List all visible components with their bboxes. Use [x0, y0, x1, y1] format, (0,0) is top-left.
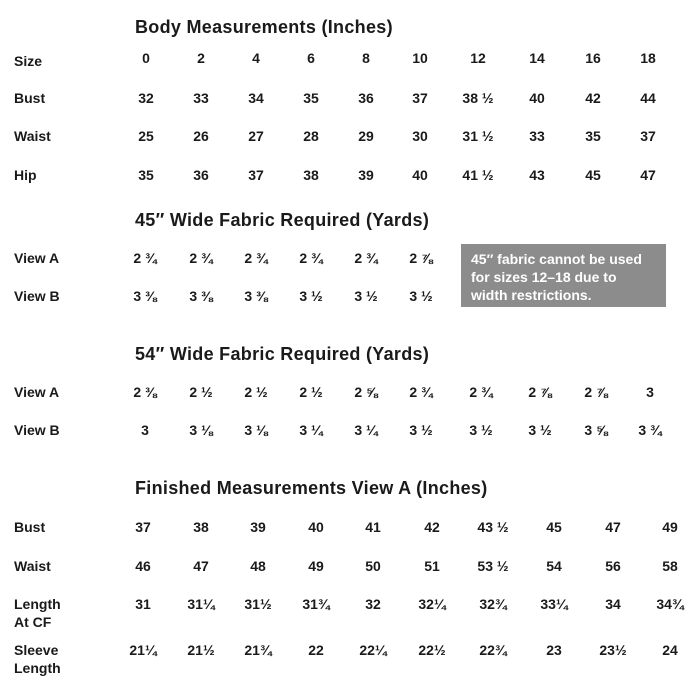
table-cell: 31¼	[187, 596, 215, 612]
width-restriction-note: 45″ fabric cannot be used for sizes 12–18 due to width restrictions.	[461, 244, 666, 307]
table-cell: 49	[662, 519, 678, 535]
table-cell: 22¾	[479, 642, 507, 658]
table-cell: 31	[135, 596, 151, 612]
table-cell: 49	[308, 558, 324, 574]
table-cell: 31½	[244, 596, 272, 612]
table-cell: 3 ⅜	[133, 288, 157, 304]
table-cell: 21½	[187, 642, 215, 658]
table-cell: 50	[365, 558, 381, 574]
table-cell: 21¼	[129, 642, 157, 658]
row-label-line: At CF	[14, 614, 52, 630]
table-cell: 35	[303, 90, 319, 106]
table-cell: 54	[546, 558, 562, 574]
table-cell: 22½	[418, 642, 446, 658]
table-cell: 36	[193, 167, 209, 183]
table-cell: 42	[424, 519, 440, 535]
table-cell: 3 ⅜	[244, 288, 268, 304]
table-cell: 2 ⅝	[354, 384, 378, 400]
table-cell: 38 ½	[462, 90, 494, 106]
table-cell: 16	[585, 50, 601, 66]
table-cell: 48	[250, 558, 266, 574]
table-cell: 3 ⅝	[584, 422, 608, 438]
table-cell: 41	[365, 519, 381, 535]
row-label-bust: Bust	[14, 519, 46, 535]
table-cell: 23½	[599, 642, 627, 658]
table-cell: 33	[193, 90, 209, 106]
table-cell: 2 ¾	[409, 384, 433, 400]
table-cell: 47	[640, 167, 656, 183]
table-cell: 41 ½	[462, 167, 494, 183]
table-cell: 2 ⅞	[409, 250, 433, 266]
table-cell: 26	[193, 128, 209, 144]
table-cell: 2 ¾	[299, 250, 323, 266]
table-cell: 3 ¾	[638, 422, 662, 438]
row-label-length-at-cf	[14, 595, 61, 631]
table-cell: 22¼	[359, 642, 387, 658]
table-cell: 42	[585, 90, 601, 106]
row-label-waist: Waist	[14, 558, 51, 574]
row-label-view-b: View B	[14, 288, 60, 304]
table-cell: 22	[308, 642, 324, 658]
row-label-line: Length	[14, 596, 61, 612]
table-cell: 43 ½	[477, 519, 509, 535]
table-cell: 3 ½	[528, 422, 552, 438]
table-cell: 2	[197, 50, 205, 66]
table-cell: 2 ½	[299, 384, 323, 400]
table-cell: 38	[193, 519, 209, 535]
row-label-waist: Waist	[14, 128, 51, 144]
table-cell: 3 ⅜	[189, 288, 213, 304]
table-cell: 37	[412, 90, 428, 106]
table-cell: 2 ⅜	[133, 384, 157, 400]
table-cell: 27	[248, 128, 264, 144]
finished-measurements-title: Finished Measurements View A (Inches)	[135, 478, 488, 498]
table-cell: 34	[605, 596, 621, 612]
table-cell: 2 ½	[189, 384, 213, 400]
table-cell: 3 ½	[469, 422, 493, 438]
table-cell: 31¾	[302, 596, 330, 612]
table-cell: 14	[529, 50, 545, 66]
table-cell: 0	[142, 50, 150, 66]
table-cell: 2 ¾	[133, 250, 157, 266]
table-cell: 3	[646, 384, 654, 400]
table-cell: 3 ½	[409, 422, 433, 438]
row-label-line: Sleeve	[14, 642, 59, 658]
table-cell: 32	[365, 596, 381, 612]
fabric-54-title: 54″ Wide Fabric Required (Yards)	[135, 344, 430, 364]
table-cell: 2 ½	[244, 384, 268, 400]
table-cell: 3 ¼	[299, 422, 323, 438]
table-cell: 2 ¾	[189, 250, 213, 266]
table-cell: 33	[529, 128, 545, 144]
table-cell: 39	[358, 167, 374, 183]
fabric-45-title: 45″ Wide Fabric Required (Yards)	[135, 210, 430, 230]
row-label-sleeve-length	[14, 641, 61, 677]
row-label-view-a: View A	[14, 250, 60, 266]
table-cell: 43	[529, 167, 545, 183]
table-cell: 3 ½	[354, 288, 378, 304]
table-cell: 30	[412, 128, 428, 144]
table-cell: 33¼	[540, 596, 568, 612]
row-label-size: Size	[14, 53, 43, 69]
table-cell: 28	[303, 128, 319, 144]
table-cell: 32¾	[479, 596, 507, 612]
table-cell: 23	[546, 642, 562, 658]
table-cell: 37	[248, 167, 264, 183]
table-cell: 36	[358, 90, 374, 106]
table-cell: 35	[138, 167, 154, 183]
table-cell: 2 ⅞	[584, 384, 608, 400]
table-cell: 51	[424, 558, 440, 574]
table-cell: 29	[358, 128, 374, 144]
table-cell: 56	[605, 558, 621, 574]
table-cell: 3 ½	[299, 288, 323, 304]
table-cell: 37	[135, 519, 151, 535]
table-cell: 3 ⅛	[244, 422, 268, 438]
table-cell: 3 ½	[409, 288, 433, 304]
table-cell: 21¾	[244, 642, 272, 658]
table-cell: 34	[248, 90, 264, 106]
table-cell: 25	[138, 128, 154, 144]
table-cell: 6	[307, 50, 315, 66]
table-cell: 31 ½	[462, 128, 494, 144]
table-cell: 8	[362, 50, 370, 66]
table-cell: 40	[308, 519, 324, 535]
table-cell: 38	[303, 167, 319, 183]
table-cell: 45	[546, 519, 562, 535]
table-cell: 18	[640, 50, 656, 66]
row-label-line: Length	[14, 660, 61, 676]
table-cell: 40	[412, 167, 428, 183]
table-cell: 2 ⅞	[528, 384, 552, 400]
table-cell: 2 ¾	[354, 250, 378, 266]
table-cell: 2 ¾	[469, 384, 493, 400]
table-cell: 2 ¾	[244, 250, 268, 266]
table-cell: 44	[640, 90, 656, 106]
row-label-bust: Bust	[14, 90, 46, 106]
table-cell: 32¼	[418, 596, 446, 612]
table-cell: 10	[412, 50, 428, 66]
table-cell: 35	[585, 128, 601, 144]
table-cell: 12	[470, 50, 486, 66]
table-cell: 3	[141, 422, 149, 438]
body-measurements-title: Body Measurements (Inches)	[135, 17, 393, 37]
table-cell: 47	[193, 558, 209, 574]
row-label-hip: Hip	[14, 167, 37, 183]
table-cell: 40	[529, 90, 545, 106]
table-cell: 46	[135, 558, 151, 574]
table-cell: 34¾	[656, 596, 684, 612]
table-cell: 32	[138, 90, 154, 106]
table-cell: 3 ¼	[354, 422, 378, 438]
table-cell: 4	[252, 50, 260, 66]
table-cell: 58	[662, 558, 678, 574]
row-label-view-b: View B	[14, 422, 60, 438]
table-cell: 3 ⅛	[189, 422, 213, 438]
table-cell: 37	[640, 128, 656, 144]
table-cell: 45	[585, 167, 601, 183]
row-label-view-a: View A	[14, 384, 60, 400]
table-cell: 24	[662, 642, 678, 658]
table-cell: 53 ½	[477, 558, 509, 574]
table-cell: 39	[250, 519, 266, 535]
table-cell: 47	[605, 519, 621, 535]
